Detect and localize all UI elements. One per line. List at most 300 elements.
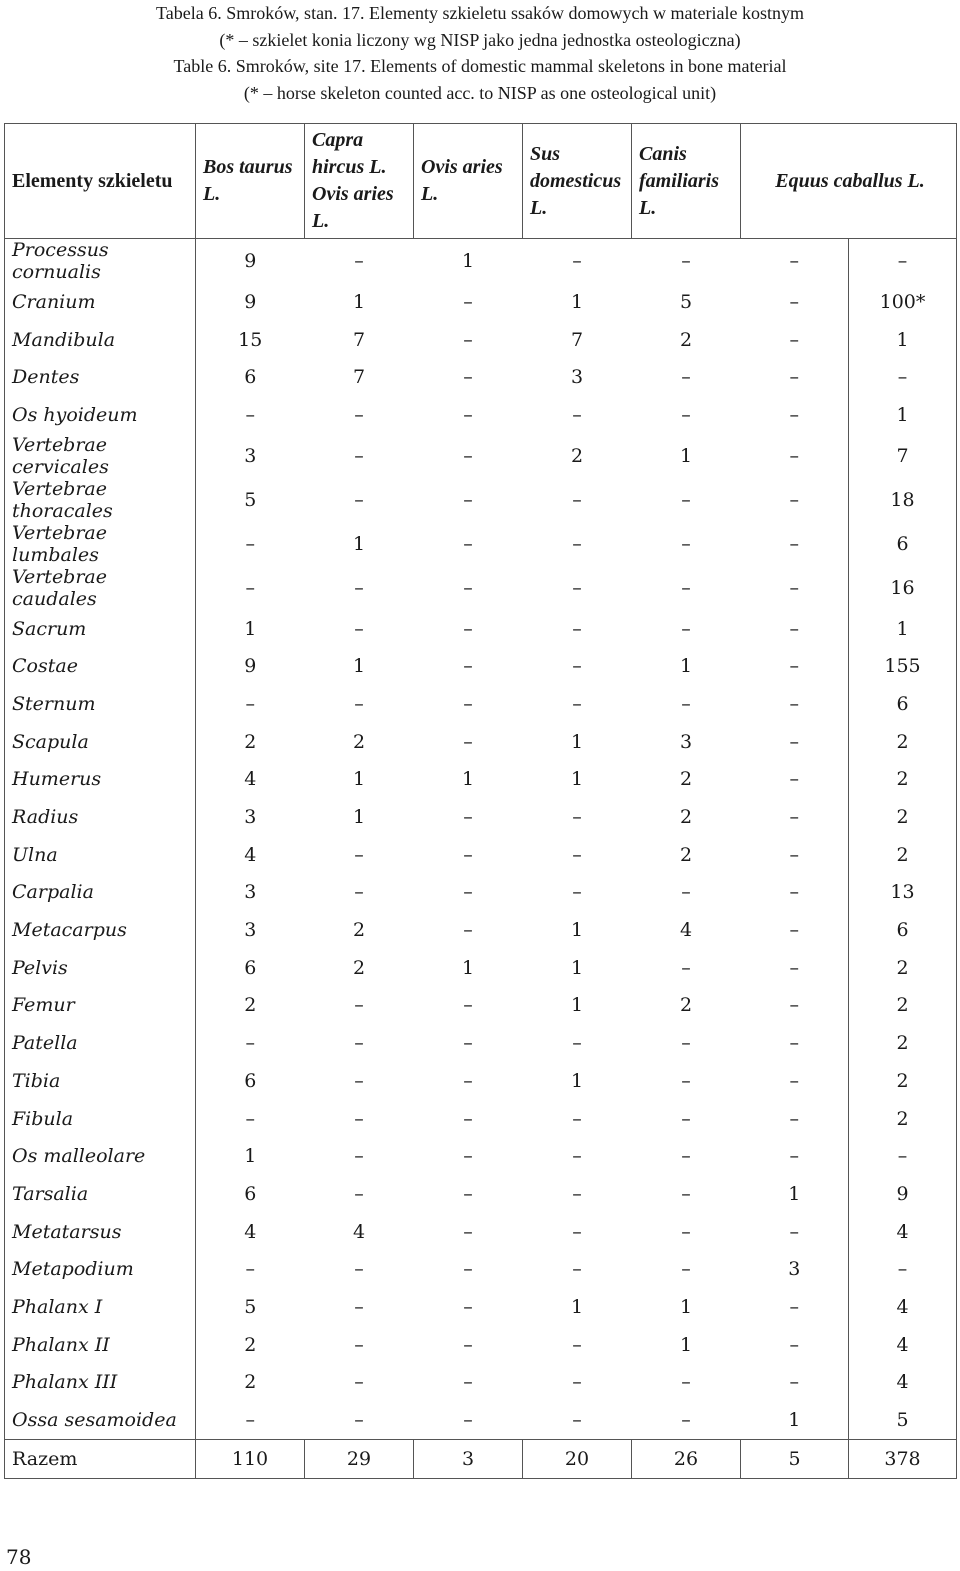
table-row	[5, 358, 957, 396]
count-cell: –	[354, 994, 364, 1017]
count-cell: –	[463, 403, 473, 426]
element-name-cell: Processus cornualis	[5, 239, 196, 284]
table-row	[5, 1175, 957, 1213]
count-cell: 2	[196, 987, 305, 1025]
count-cell: –	[463, 576, 473, 599]
table-row	[5, 239, 957, 284]
count-cell: –	[681, 576, 691, 599]
count-cell: 6	[196, 358, 305, 396]
count-cell: –	[789, 919, 799, 942]
count-cell: 155	[849, 647, 957, 685]
count-cell: 6	[196, 1062, 305, 1100]
count-cell: –	[463, 1258, 473, 1281]
element-name-cell: Vertebrae cervicales	[5, 434, 196, 478]
count-cell: –	[463, 488, 473, 511]
count-cell: 4	[352, 1220, 366, 1243]
element-name-cell: Metatarsus	[5, 1213, 196, 1251]
count-cell: 5	[196, 1288, 305, 1326]
count-cell: –	[681, 403, 691, 426]
count-cell: 2	[196, 723, 305, 761]
element-name-cell: Phalanx III	[5, 1364, 196, 1402]
count-cell: –	[789, 1069, 799, 1092]
element-name-cell: Vertebrae thoracales	[5, 478, 196, 522]
count-cell: –	[196, 1250, 305, 1288]
count-cell: 1	[679, 1333, 693, 1356]
count-cell: 7	[352, 366, 366, 389]
count-cell: –	[789, 1032, 799, 1055]
page-number: 78	[6, 1545, 32, 1569]
count-cell: –	[681, 617, 691, 640]
count-cell: 1	[352, 655, 366, 678]
count-cell: –	[681, 488, 691, 511]
table-row	[5, 647, 957, 685]
element-name-cell: Sacrum	[5, 610, 196, 648]
count-cell: 4	[196, 836, 305, 874]
count-cell: 1	[570, 1069, 584, 1092]
count-cell: –	[463, 1333, 473, 1356]
count-cell: –	[572, 692, 582, 715]
table-row	[5, 685, 957, 723]
count-cell: 2	[679, 328, 693, 351]
count-cell: –	[572, 1220, 582, 1243]
count-cell: –	[789, 290, 799, 313]
count-cell: –	[196, 566, 305, 610]
table-row	[5, 1024, 957, 1062]
count-cell: 3	[788, 1258, 801, 1281]
total-row	[5, 1439, 957, 1478]
header-bos-taurus: Bos taurus L.	[196, 124, 305, 239]
count-cell: 1	[570, 1295, 584, 1318]
count-cell: –	[305, 1401, 414, 1439]
count-cell: 4	[196, 761, 305, 799]
count-cell: –	[572, 655, 582, 678]
element-name-cell: Dentes	[5, 358, 196, 396]
count-cell: 1	[352, 532, 366, 555]
count-cell: –	[354, 1333, 364, 1356]
count-cell: 1	[679, 1295, 693, 1318]
table-row	[5, 874, 957, 912]
table-row	[5, 723, 957, 761]
element-name-cell: Cranium	[5, 283, 196, 321]
count-cell: –	[463, 1220, 473, 1243]
count-cell: –	[789, 881, 799, 904]
count-cell: 1	[679, 655, 693, 678]
element-name-cell: Tarsalia	[5, 1175, 196, 1213]
table-row	[5, 1250, 957, 1288]
count-cell: 1	[849, 321, 957, 359]
count-cell: –	[849, 358, 957, 396]
count-cell: 3	[196, 434, 305, 478]
count-cell: 2	[679, 806, 693, 829]
count-cell: –	[789, 730, 799, 753]
total-count-cell: 20	[523, 1439, 632, 1478]
count-cell: 1	[570, 919, 584, 942]
table-body	[5, 239, 957, 1479]
element-name-cell: Carpalia	[5, 874, 196, 912]
count-cell: 1	[570, 290, 584, 313]
count-cell: –	[681, 1220, 691, 1243]
element-name-cell: Ossa sesamoidea	[5, 1401, 196, 1439]
table-row	[5, 478, 957, 522]
count-cell: –	[789, 1371, 799, 1394]
count-cell: 15	[196, 321, 305, 359]
count-cell: –	[789, 444, 799, 467]
count-cell: –	[572, 1371, 582, 1394]
element-name-cell: Mandibula	[5, 321, 196, 359]
element-name-cell: Os malleolare	[5, 1137, 196, 1175]
count-cell: 3	[679, 730, 693, 753]
count-cell: –	[572, 617, 582, 640]
count-cell: 2	[352, 956, 366, 979]
count-cell: –	[463, 1069, 473, 1092]
count-cell: 2	[849, 1062, 957, 1100]
count-cell: 4	[679, 919, 693, 942]
count-cell: –	[354, 403, 364, 426]
count-cell: –	[354, 1069, 364, 1092]
table-row	[5, 610, 957, 648]
count-cell: 6	[849, 685, 957, 723]
count-cell: 1	[461, 956, 475, 979]
count-cell: –	[463, 881, 473, 904]
count-cell: 2	[849, 1100, 957, 1138]
count-cell: –	[354, 1258, 364, 1281]
count-cell: –	[789, 843, 799, 866]
count-cell: 2	[849, 987, 957, 1025]
element-name-cell: Tibia	[5, 1062, 196, 1100]
count-cell: 1	[352, 768, 366, 791]
element-name-cell: Vertebrae caudales	[5, 566, 196, 610]
element-name-cell: Vertebrae lumbales	[5, 522, 196, 566]
count-cell: 9	[196, 283, 305, 321]
count-cell: 4	[849, 1213, 957, 1251]
count-cell: 4	[849, 1364, 957, 1402]
count-cell: –	[463, 655, 473, 678]
table-row	[5, 1401, 957, 1439]
count-cell: 2	[849, 1024, 957, 1062]
count-cell: 1	[849, 610, 957, 648]
count-cell: 9	[849, 1175, 957, 1213]
count-cell: –	[849, 239, 957, 284]
count-cell: 1	[196, 1137, 305, 1175]
count-cell: 2	[352, 730, 366, 753]
count-cell: 5	[196, 478, 305, 522]
count-cell: –	[354, 1107, 364, 1130]
count-cell: –	[354, 881, 364, 904]
count-cell: 1	[414, 239, 523, 284]
count-cell: –	[681, 1258, 691, 1281]
count-cell: –	[789, 692, 799, 715]
table-row	[5, 911, 957, 949]
count-cell: –	[523, 1401, 632, 1439]
count-cell: –	[354, 1295, 364, 1318]
count-cell: –	[572, 576, 582, 599]
count-cell: –	[681, 1145, 691, 1168]
count-cell: 5	[679, 290, 693, 313]
table-row	[5, 761, 957, 799]
count-cell: –	[789, 1220, 799, 1243]
count-cell: 6	[196, 949, 305, 987]
count-cell: –	[789, 328, 799, 351]
count-cell: 2	[679, 768, 693, 791]
count-cell: –	[681, 956, 691, 979]
header-capra-ovis: Capra hircus L. Ovis aries L.	[305, 124, 414, 239]
count-cell: –	[632, 1401, 741, 1439]
total-count-cell: 26	[632, 1439, 741, 1478]
count-cell: 18	[849, 478, 957, 522]
table-row	[5, 836, 957, 874]
count-cell: 7	[570, 328, 584, 351]
count-cell: –	[849, 1250, 957, 1288]
count-cell: –	[789, 488, 799, 511]
table-row	[5, 1288, 957, 1326]
count-cell: –	[354, 843, 364, 866]
count-cell: 1	[570, 994, 584, 1017]
count-cell: 1	[570, 956, 584, 979]
total-count-cell: 5	[741, 1439, 849, 1478]
count-cell: 16	[849, 566, 957, 610]
count-cell: –	[463, 366, 473, 389]
element-name-cell: Radius	[5, 798, 196, 836]
count-cell: –	[354, 1371, 364, 1394]
count-cell: –	[354, 576, 364, 599]
count-cell: 9	[196, 647, 305, 685]
table-row	[5, 1137, 957, 1175]
table-row	[5, 1326, 957, 1364]
element-name-cell: Humerus	[5, 761, 196, 799]
caption-line-en-1: Table 6. Smroków, site 17. Elements of domestic mammal skeletons in bone material	[173, 56, 787, 76]
count-cell: –	[681, 1069, 691, 1092]
count-cell: –	[789, 532, 799, 555]
count-cell: 9	[196, 239, 305, 284]
count-cell: 13	[849, 874, 957, 912]
total-count-cell: 110	[196, 1439, 305, 1478]
total-count-cell: 3	[414, 1439, 523, 1478]
count-cell: –	[572, 881, 582, 904]
count-cell: –	[572, 1333, 582, 1356]
count-cell: 2	[679, 843, 693, 866]
element-name-cell: Phalanx I	[5, 1288, 196, 1326]
count-cell: –	[572, 843, 582, 866]
count-cell: –	[305, 239, 414, 284]
header-canis-familiaris: Canis familiaris L.	[632, 124, 741, 239]
count-cell: 5	[849, 1401, 957, 1439]
count-cell: –	[196, 396, 305, 434]
count-cell: 7	[849, 434, 957, 478]
count-cell: –	[414, 1401, 523, 1439]
count-cell: –	[463, 994, 473, 1017]
count-cell: 1	[352, 806, 366, 829]
count-cell: –	[789, 806, 799, 829]
count-cell: –	[354, 444, 364, 467]
count-cell: –	[789, 655, 799, 678]
table-row	[5, 798, 957, 836]
count-cell: –	[463, 290, 473, 313]
count-cell: 100*	[849, 283, 957, 321]
count-cell: 2	[849, 761, 957, 799]
count-cell: 3	[196, 874, 305, 912]
count-cell: –	[463, 1182, 473, 1205]
count-cell: 4	[849, 1288, 957, 1326]
count-cell: 1	[196, 610, 305, 648]
skeleton-elements-table	[4, 123, 957, 1479]
count-cell: –	[354, 1032, 364, 1055]
count-cell: 1	[741, 1401, 849, 1439]
count-cell: –	[572, 1145, 582, 1168]
count-cell: –	[632, 239, 741, 284]
header-row	[5, 124, 957, 239]
count-cell: 2	[352, 919, 366, 942]
count-cell: –	[354, 692, 364, 715]
element-name-cell: Patella	[5, 1024, 196, 1062]
count-cell: 4	[196, 1213, 305, 1251]
count-cell: –	[463, 617, 473, 640]
count-cell: –	[463, 806, 473, 829]
count-cell: –	[681, 1032, 691, 1055]
table-row	[5, 1100, 957, 1138]
count-cell: –	[789, 403, 799, 426]
table-row	[5, 434, 957, 478]
count-cell: –	[523, 239, 632, 284]
caption-line-pl-1: Tabela 6. Smroków, stan. 17. Elementy szkieletu ssaków domowych w materiale kostnym	[156, 3, 804, 23]
count-cell: –	[789, 956, 799, 979]
count-cell: 4	[849, 1326, 957, 1364]
table-row	[5, 321, 957, 359]
count-cell: –	[463, 919, 473, 942]
header-sus-domesticus: Sus domesticus L.	[523, 124, 632, 239]
count-cell: 6	[196, 1175, 305, 1213]
table-row	[5, 1364, 957, 1402]
count-cell: –	[789, 1145, 799, 1168]
count-cell: –	[463, 532, 473, 555]
count-cell: –	[196, 1024, 305, 1062]
count-cell: –	[196, 522, 305, 566]
count-cell: 1	[461, 768, 475, 791]
count-cell: –	[681, 1182, 691, 1205]
count-cell: –	[463, 1145, 473, 1168]
count-cell: –	[681, 1107, 691, 1130]
count-cell: 3	[570, 366, 584, 389]
count-cell: 2	[679, 994, 693, 1017]
header-skeleton-elements: Elementy szkieletu	[5, 124, 196, 239]
count-cell: –	[789, 366, 799, 389]
count-cell: 6	[849, 911, 957, 949]
table-row	[5, 566, 957, 610]
count-cell: –	[681, 1371, 691, 1394]
count-cell: 1	[570, 768, 584, 791]
count-cell: –	[463, 730, 473, 753]
count-cell: –	[789, 768, 799, 791]
count-cell: –	[681, 532, 691, 555]
table-row	[5, 522, 957, 566]
count-cell: –	[463, 843, 473, 866]
count-cell: –	[572, 488, 582, 511]
count-cell: 7	[352, 328, 366, 351]
count-cell: –	[572, 1182, 582, 1205]
table-caption	[0, 0, 960, 106]
count-cell: –	[463, 328, 473, 351]
count-cell: 2	[849, 836, 957, 874]
element-name-cell: Scapula	[5, 723, 196, 761]
element-name-cell: Ulna	[5, 836, 196, 874]
element-name-cell: Metacarpus	[5, 911, 196, 949]
header-equus-caballus: Equus caballus L.	[741, 124, 957, 239]
count-cell: –	[789, 617, 799, 640]
caption-line-pl-2: (* – szkielet konia liczony wg NISP jako jedna jednostka osteologiczna)	[219, 29, 741, 50]
table-row	[5, 987, 957, 1025]
count-cell: –	[572, 806, 582, 829]
count-cell: 3	[196, 798, 305, 836]
table-row	[5, 949, 957, 987]
total-count-cell: 378	[849, 1439, 957, 1478]
count-cell: –	[354, 488, 364, 511]
element-name-cell: Femur	[5, 987, 196, 1025]
count-cell: –	[354, 1182, 364, 1205]
element-name-cell: Pelvis	[5, 949, 196, 987]
element-name-cell: Metapodium	[5, 1250, 196, 1288]
count-cell: –	[463, 1371, 473, 1394]
element-name-cell: Fibula	[5, 1100, 196, 1138]
total-count-cell: 29	[305, 1439, 414, 1478]
count-cell: 2	[849, 798, 957, 836]
total-label-cell: Razem	[5, 1439, 196, 1478]
count-cell: 1	[679, 444, 693, 467]
count-cell: –	[463, 1295, 473, 1318]
count-cell: –	[463, 444, 473, 467]
count-cell: –	[572, 532, 582, 555]
count-cell: –	[196, 1401, 305, 1439]
count-cell: 1	[788, 1182, 801, 1205]
count-cell: –	[849, 1137, 957, 1175]
count-cell: 2	[849, 723, 957, 761]
count-cell: –	[354, 617, 364, 640]
count-cell: 2	[196, 1326, 305, 1364]
count-cell: 6	[849, 522, 957, 566]
count-cell: –	[789, 1107, 799, 1130]
count-cell: 1	[570, 730, 584, 753]
count-cell: 2	[196, 1364, 305, 1402]
table-row	[5, 396, 957, 434]
count-cell: –	[572, 403, 582, 426]
table-row	[5, 1213, 957, 1251]
count-cell: –	[789, 1333, 799, 1356]
header-ovis-aries: Ovis aries L.	[414, 124, 523, 239]
element-name-cell: Os hyoideum	[5, 396, 196, 434]
count-cell: 2	[570, 444, 584, 467]
count-cell: –	[196, 1100, 305, 1138]
table-row	[5, 1062, 957, 1100]
count-cell: –	[572, 1107, 582, 1130]
count-cell: –	[741, 239, 849, 284]
count-cell: –	[463, 692, 473, 715]
count-cell: –	[681, 366, 691, 389]
caption-line-en-2: (* – horse skeleton counted acc. to NISP as one osteological unit)	[243, 82, 717, 103]
element-name-cell: Costae	[5, 647, 196, 685]
count-cell: 1	[849, 396, 957, 434]
count-cell: 3	[196, 911, 305, 949]
count-cell: –	[681, 692, 691, 715]
count-cell: –	[463, 1032, 473, 1055]
count-cell: 2	[849, 949, 957, 987]
count-cell: –	[789, 576, 799, 599]
count-cell: –	[572, 1032, 582, 1055]
count-cell: –	[572, 1258, 582, 1281]
count-cell: 1	[352, 290, 366, 313]
count-cell: –	[196, 685, 305, 723]
count-cell: –	[789, 1295, 799, 1318]
count-cell: –	[789, 994, 799, 1017]
element-name-cell: Phalanx II	[5, 1326, 196, 1364]
table-row	[5, 283, 957, 321]
